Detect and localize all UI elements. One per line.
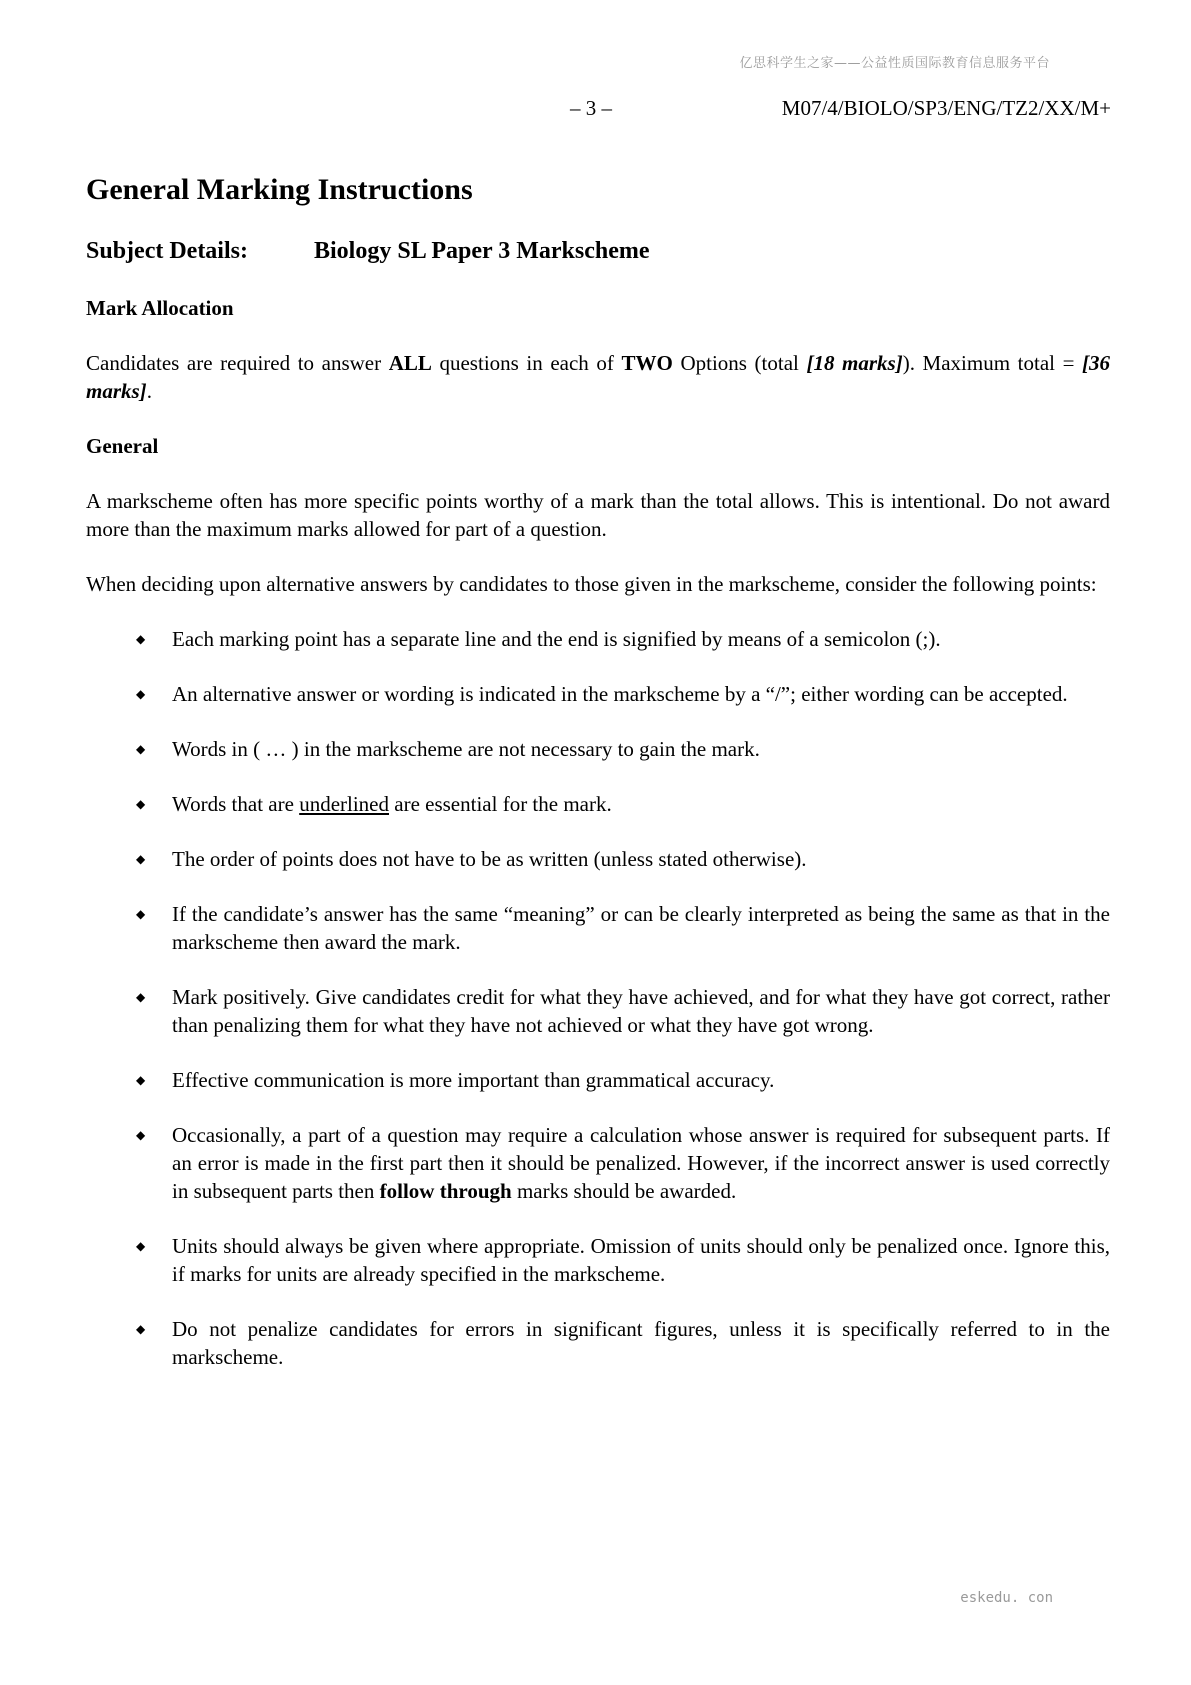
list-item bbox=[136, 735, 1110, 763]
list-item-text: An alternative answer or wording is indicated in the markscheme by a “/”; either wording can be accepted. bbox=[172, 682, 1068, 706]
list-item bbox=[136, 1232, 1110, 1288]
subject-label: Subject Details: bbox=[86, 238, 248, 264]
diamond-bullet-icon: ◆ bbox=[136, 632, 146, 646]
diamond-bullet-icon: ◆ bbox=[136, 1073, 146, 1087]
general-paragraph-1: A markscheme often has more specific points worthy of a mark than the total allows. This is intentional. Do not award more than the maximum marks allowed for part of a question. bbox=[86, 489, 1110, 541]
diamond-bullet-icon: ◆ bbox=[136, 990, 146, 1004]
watermark-bottom: eskedu. con bbox=[960, 1590, 1053, 1606]
document-code: M07/4/BIOLO/SP3/ENG/TZ2/XX/M+ bbox=[781, 96, 1111, 120]
list-item-text: The order of points does not have to be as written (unless stated otherwise). bbox=[172, 847, 807, 871]
page-number: – 3 – bbox=[570, 96, 612, 120]
list-item bbox=[136, 983, 1110, 1039]
diamond-bullet-icon: ◆ bbox=[136, 907, 146, 921]
list-item-text: Words that are bbox=[172, 792, 300, 816]
general-paragraph-2: When deciding upon alternative answers by candidates to those given in the markscheme, consider the following points: bbox=[86, 572, 1097, 596]
diamond-bullet-icon: ◆ bbox=[136, 852, 146, 866]
diamond-bullet-icon: ◆ bbox=[136, 1322, 146, 1336]
diamond-bullet-icon: ◆ bbox=[136, 1128, 146, 1142]
list-item-text: Each marking point has a separate line and the end is signified by means of a semicolon (;). bbox=[172, 627, 941, 651]
text-segment: . bbox=[146, 379, 152, 403]
watermark-top: 亿思科学生之家——公益性质国际教育信息服务平台 bbox=[739, 56, 1050, 71]
list-item-text: Units should always be given where appropriate. Omission of units should only be penalized once. Ignore this, if marks for units are already specified in the markscheme. bbox=[172, 1234, 1110, 1286]
list-item-text: Effective communication is more important than grammatical accuracy. bbox=[172, 1068, 775, 1092]
diamond-bullet-icon: ◆ bbox=[136, 1239, 146, 1253]
diamond-bullet-icon: ◆ bbox=[136, 742, 146, 756]
list-item-text: Occasionally, a part of a question may require a calculation whose answer is required for subsequent parts. If an error is made in the first part then it should be penalized. However, if the incorrect answer is used correctly in subsequent parts then bbox=[172, 1123, 1110, 1203]
list-item-text: Mark positively. Give candidates credit for what they have achieved, and for what they have got correct, rather than penalizing them for what they have not achieved or what they have got wrong. bbox=[172, 985, 1110, 1037]
text-segment: ). Maximum total = bbox=[902, 351, 1083, 375]
mark-allocation-paragraph bbox=[86, 349, 1110, 405]
list-item bbox=[136, 790, 1110, 818]
list-item-text: Do not penalize candidates for errors in significant figures, unless it is specifically referred to in the markscheme. bbox=[172, 1317, 1110, 1369]
list-item bbox=[136, 900, 1110, 956]
emphasis-two: TWO bbox=[621, 351, 673, 375]
emphasis-all: ALL bbox=[388, 351, 432, 375]
subject-details bbox=[86, 236, 1110, 266]
diamond-bullet-icon: ◆ bbox=[136, 797, 146, 811]
list-item bbox=[136, 1121, 1110, 1205]
page-content bbox=[86, 170, 1110, 1398]
list-item-text: are essential for the mark. bbox=[389, 792, 612, 816]
marks-36: [36 marks] bbox=[86, 351, 1111, 403]
list-item bbox=[136, 845, 1110, 873]
list-item-text: marks should be awarded. bbox=[511, 1179, 737, 1203]
mark-allocation-heading: Mark Allocation bbox=[86, 296, 234, 320]
text-segment: Options (total bbox=[672, 351, 807, 375]
diamond-bullet-icon: ◆ bbox=[136, 687, 146, 701]
underlined-word: underlined bbox=[299, 792, 389, 816]
list-item bbox=[136, 625, 1110, 653]
list-item bbox=[136, 1315, 1110, 1371]
list-item bbox=[136, 680, 1110, 708]
list-item bbox=[136, 1066, 1110, 1094]
page-title: General Marking Instructions bbox=[86, 173, 473, 206]
subject-value: Biology SL Paper 3 Markscheme bbox=[314, 238, 650, 264]
text-segment: questions in each of bbox=[431, 351, 622, 375]
marking-points-list bbox=[86, 625, 1110, 1371]
list-item-text: If the candidate’s answer has the same “meaning” or can be clearly interpreted as being the same as that in the markscheme then award the mark. bbox=[172, 902, 1110, 954]
page-header bbox=[0, 96, 1191, 122]
emphasis-follow-through: follow through bbox=[379, 1179, 512, 1203]
general-heading: General bbox=[86, 434, 159, 458]
marks-18: [18 marks] bbox=[806, 351, 903, 375]
text-segment: Candidates are required to answer bbox=[86, 351, 389, 375]
list-item-text: Words in ( … ) in the markscheme are not necessary to gain the mark. bbox=[172, 737, 760, 761]
